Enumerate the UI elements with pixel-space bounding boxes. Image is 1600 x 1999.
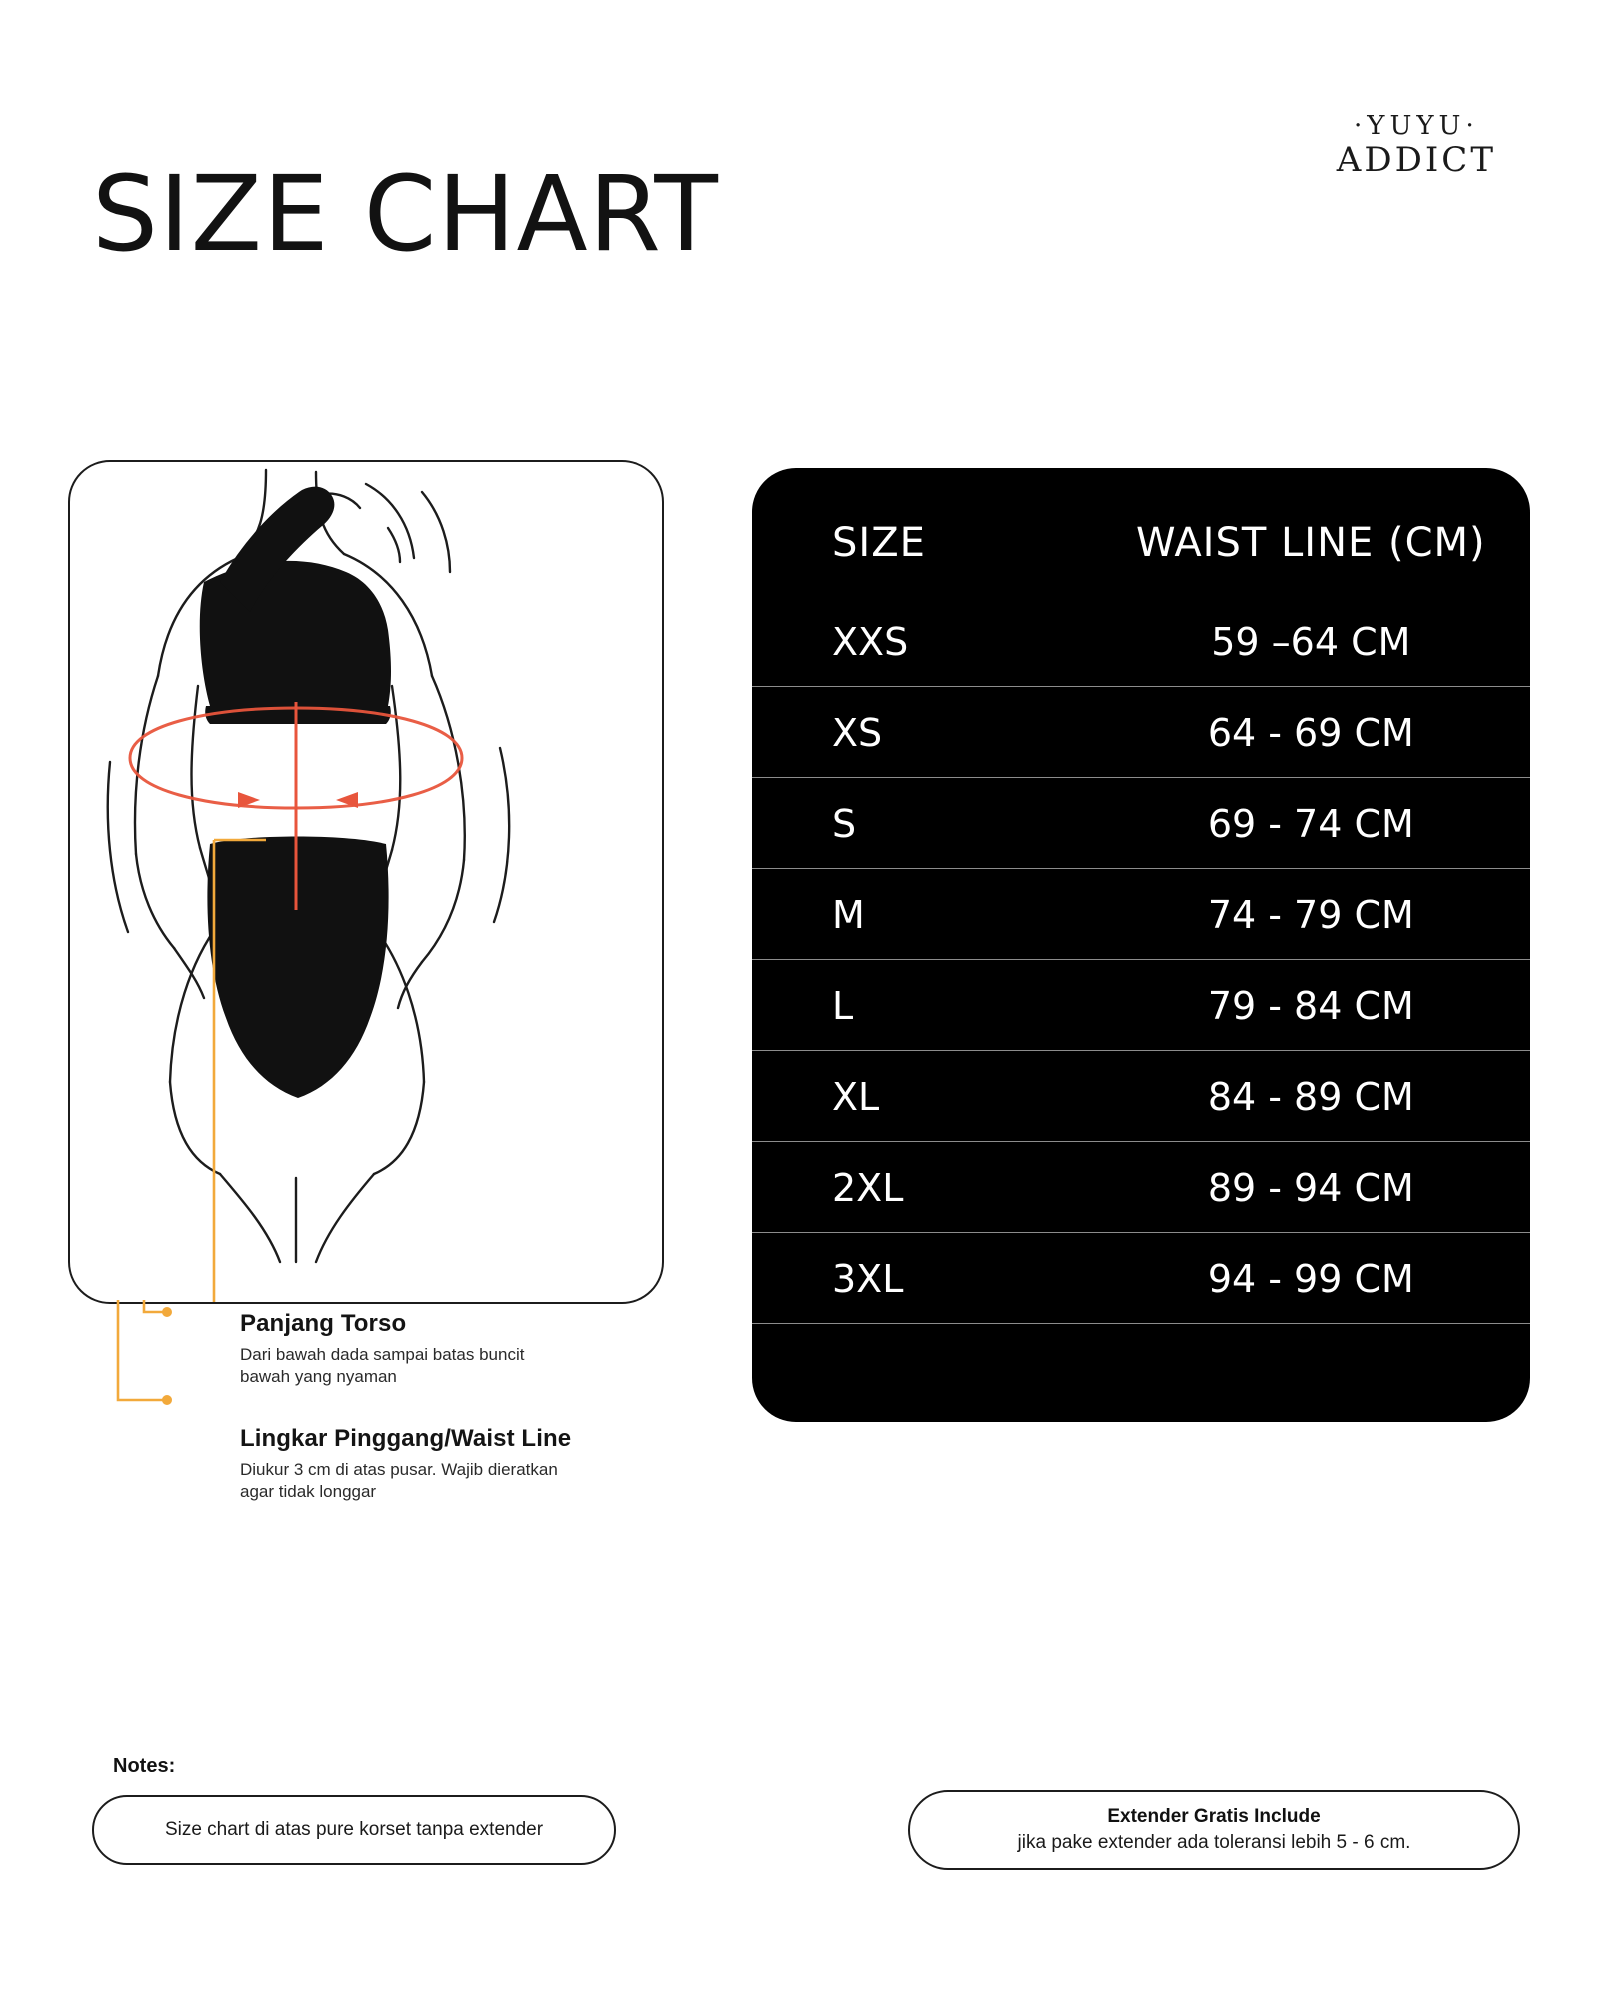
torso-illustration-card	[68, 460, 664, 1304]
cell-waist: 64 - 69 CM	[1128, 687, 1530, 778]
brand-logo	[1337, 112, 1496, 179]
cell-waist: 74 - 79 CM	[1128, 869, 1530, 960]
brand-logo-top: ·YUYU·	[1354, 111, 1479, 141]
notes-label: Notes:	[113, 1755, 176, 1777]
cell-size: S	[752, 778, 1128, 869]
note-pill-left-text: Size chart di atas pure korset tanpa extender	[164, 1819, 544, 1840]
legend	[140, 1310, 610, 1518]
note-pill-right-sub: jika pake extender ada toleransi lebih 5 - 6 cm.	[1017, 1832, 1411, 1853]
table-row	[752, 1142, 1530, 1233]
note-pill-extender	[908, 1790, 1520, 1870]
cell-waist: 59 –64 CM	[1128, 596, 1530, 687]
cell-size: M	[752, 869, 1128, 960]
brand-logo-bottom: ADDICT	[1336, 140, 1496, 181]
legend-title: Panjang Torso	[240, 1310, 407, 1337]
cell-size: L	[752, 960, 1128, 1051]
table-row	[752, 778, 1530, 869]
cell-size: 3XL	[752, 1233, 1128, 1324]
table-row	[752, 1233, 1530, 1324]
column-header-waist: WAIST LINE (CM)	[1135, 520, 1486, 566]
column-header-size: SIZE	[832, 520, 926, 566]
legend-desc: Dari bawah dada sampai batas buncit bawah yang nyaman	[240, 1345, 525, 1387]
legend-item-torso-length	[240, 1310, 610, 1389]
cell-size: 2XL	[752, 1142, 1128, 1233]
size-table	[752, 468, 1530, 1324]
legend-desc: Diukur 3 cm di atas pusar. Wajib dieratkan agar tidak longgar	[240, 1459, 558, 1502]
table-row	[752, 596, 1530, 687]
cell-waist: 89 - 94 CM	[1128, 1142, 1530, 1233]
cell-size: XXS	[752, 596, 1128, 687]
table-row	[752, 687, 1530, 778]
body-figure-icon	[70, 462, 662, 1302]
cell-waist: 79 - 84 CM	[1128, 960, 1530, 1051]
cell-waist: 69 - 74 CM	[1128, 778, 1530, 869]
page-title: SIZE CHART	[92, 152, 719, 275]
note-pill-right-title: Extender Gratis Include	[1107, 1806, 1321, 1828]
legend-title: Lingkar Pinggang/Waist Line	[240, 1424, 572, 1452]
table-row	[752, 960, 1530, 1051]
cell-waist: 94 - 99 CM	[1128, 1233, 1530, 1324]
legend-item-waist-line	[240, 1425, 610, 1504]
cell-size: XL	[752, 1051, 1128, 1142]
table-row	[752, 869, 1530, 960]
note-pill-no-extender	[92, 1795, 616, 1865]
size-table-card	[752, 468, 1530, 1422]
cell-size: XS	[752, 687, 1128, 778]
cell-waist: 84 - 89 CM	[1128, 1051, 1530, 1142]
table-header-row	[752, 468, 1530, 596]
table-row	[752, 1051, 1530, 1142]
